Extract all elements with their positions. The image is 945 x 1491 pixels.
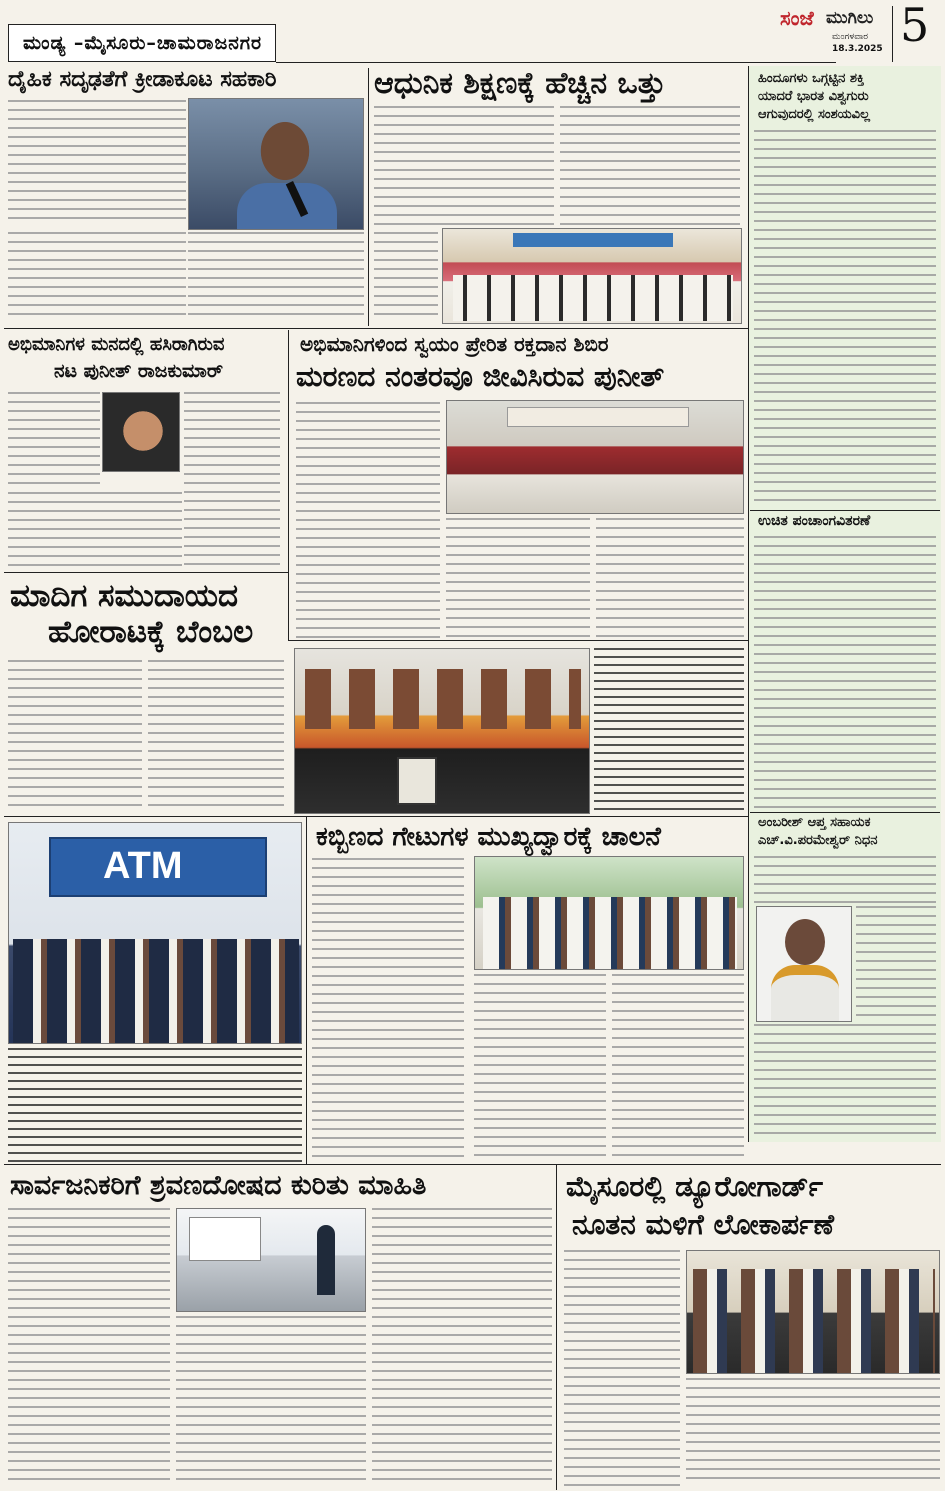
- body-sports-full: [8, 232, 186, 320]
- sidebar-headline-hindu-3: ಆಗುವುದರಲ್ಲಿ ಸಂಶಯವಿಲ್ಲ: [758, 107, 871, 122]
- seminar-speaker: [317, 1225, 335, 1295]
- col-divider-2: [288, 330, 289, 640]
- headline-sports: ದೈಹಿಕ ಸದೃಢತೆಗೆ ಕ್ರೀಡಾಕೂಟ ಸಹಕಾರಿ: [8, 67, 277, 92]
- body-atm-caption: [8, 1048, 302, 1162]
- row-rule-1: [4, 328, 748, 329]
- paper-name-b: ಮುಗಿಲು: [826, 8, 874, 28]
- sidebar-headline-obituary-1: ಅಂಬರೀಶ್ ಆಪ್ತ ಸಹಾಯಕ: [758, 815, 871, 830]
- body-blood-col3: [596, 518, 744, 638]
- gate-people: [483, 897, 737, 969]
- portrait-face: [785, 919, 825, 965]
- row-rule-5: [4, 1164, 941, 1165]
- photo-award-group: [294, 648, 590, 814]
- sidebar-body-hindu: [754, 130, 936, 506]
- sidebar-body-obituary-side: [856, 906, 936, 1022]
- row-rule-3: [288, 640, 748, 641]
- col-divider-4: [556, 1164, 557, 1490]
- paper-name-a: ಸಂಜೆ: [780, 6, 814, 30]
- atm-sign-text: ATM: [103, 845, 183, 887]
- col-divider-1: [368, 68, 369, 326]
- body-blood-col1: [296, 402, 440, 638]
- page-number-divider: [892, 6, 893, 62]
- body-sports-col1: [8, 100, 186, 226]
- masthead-rule: [276, 62, 836, 63]
- photo-gate-inauguration: [474, 856, 744, 970]
- group-people: [305, 669, 581, 729]
- paper-logo: [780, 6, 885, 56]
- sidebar-headline-obituary-2: ಎಚ್.ವಿ.ಪರಮೇಶ್ವರ್ ನಿಧನ: [758, 833, 878, 848]
- portrait-body: [771, 965, 839, 1022]
- body-gates-col2: [474, 974, 606, 1162]
- section-title: ಮಂಡ್ಯ –ಮೈಸೂರು–ಚಾಮರಾಜನಗರ: [23, 32, 263, 54]
- photo-puneeth-portrait: [102, 392, 180, 472]
- headline-madiga-2: ಹೋರಾಟಕ್ಕೆ ಬೆಂಬಲ: [48, 614, 254, 650]
- atm-crowd: [13, 939, 299, 1043]
- body-madiga-col1: [8, 660, 142, 810]
- award-frame: [397, 757, 437, 805]
- school-banner: [513, 233, 673, 247]
- body-madiga-col2: [148, 660, 284, 810]
- row-rule-4: [4, 816, 748, 817]
- students-row: [453, 275, 733, 321]
- sidebar-headline-hindu-2: ಯಾದರೆ ಭಾರತ ವಿಶ್ವಗುರು: [758, 89, 869, 104]
- body-hearing-col3: [372, 1208, 552, 1486]
- headline-puneeth-2: ನಟ ಪುನೀತ್ ರಾಜಕುಮಾರ್: [54, 360, 224, 382]
- row-rule-2: [4, 572, 288, 573]
- store-people: [693, 1269, 935, 1373]
- sidebar-body-obituary-bottom: [754, 1024, 936, 1140]
- body-hearing-col2: [176, 1316, 366, 1486]
- photo-duroguard-store: [686, 1250, 940, 1374]
- body-puneeth-col2: [184, 392, 280, 568]
- headline-duroguard-2: ನೂತನ ಮಳಿಗೆ ಲೋಕಾರ್ಪಣೆ: [572, 1208, 835, 1241]
- headline-education: ಆಧುನಿಕ ಶಿಕ್ಷಣಕ್ಕೆ ಹೆಚ್ಚಿನ ಒತ್ತು: [374, 66, 666, 101]
- sidebar-body-obituary-top: [754, 856, 936, 906]
- body-gates-col1: [312, 858, 464, 1162]
- headline-blood-2: ಮರಣದ ನಂತರವೂ ಜೀವಿಸಿರುವ ಪುನೀತ್: [296, 360, 665, 393]
- body-education-right: [560, 106, 740, 226]
- photo-obituary-portrait: [756, 906, 852, 1022]
- body-education-bottom: [374, 232, 438, 322]
- body-blood-col2: [446, 518, 590, 638]
- body-hearing-col1: [8, 1208, 170, 1486]
- body-duroguard-col2: [686, 1378, 940, 1486]
- seminar-screen: [189, 1217, 261, 1261]
- photo-hearing-seminar: [176, 1208, 366, 1312]
- body-puneeth-bottom: [8, 492, 182, 568]
- headline-blood-1: ಅಭಿಮಾನಿಗಳಿಂದ ಸ್ವಯಂ ಪ್ರೇರಿತ ರಕ್ತದಾನ ಶಿಬಿರ: [300, 332, 609, 356]
- headline-hearing: ಸಾರ್ವಜನಿಕರಿಗೆ ಶ್ರವಣದೋಷದ ಕುರಿತು ಮಾಹಿತಿ: [10, 1170, 427, 1201]
- section-banner: [8, 24, 276, 62]
- body-duroguard-col1: [564, 1250, 680, 1486]
- weekday-label: ಮಂಗಳವಾರ: [832, 32, 869, 42]
- body-education-left: [374, 106, 554, 226]
- photo-blood-donation: [446, 400, 744, 514]
- donation-banner: [507, 407, 689, 427]
- headline-duroguard-1: ಮೈಸೂರಲ್ಲಿ ಡ್ಯೂರೋಗಾರ್ಡ್: [566, 1170, 823, 1203]
- date-label: 18.3.2025: [832, 44, 883, 54]
- photo-speaker: [188, 98, 364, 230]
- headline-puneeth-1: ಅಭಿಮಾನಿಗಳ ಮನದಲ್ಲಿ ಹಸಿರಾಗಿರುವ: [8, 334, 225, 355]
- sidebar-rule-1: [750, 510, 940, 511]
- body-puneeth-col1: [8, 392, 100, 488]
- sidebar-headline-hindu-1: ಹಿಂದೂಗಳು ಒಗ್ಗಟ್ಟಿನ ಶಕ್ತಿ: [758, 71, 865, 86]
- photo-atm-opening: [8, 822, 302, 1044]
- sidebar-body-panchanga: [754, 536, 936, 812]
- headline-madiga-1: ಮಾದಿಗ ಸಮುದಾಯದ: [10, 578, 239, 614]
- sidebar-rule-2: [750, 812, 940, 813]
- page-number: 5: [900, 0, 930, 52]
- sidebar-headline-panchanga: ಉಚಿತ ಪಂಚಾಂಗವಿತರಣೆ: [758, 513, 871, 529]
- photo-caption-sports: [188, 232, 364, 318]
- headline-gates: ಕಬ್ಬಿಣದ ಗೇಟುಗಳ ಮುಖ್ಯದ್ವಾರಕ್ಕೆ ಚಾಲನೆ: [316, 822, 661, 852]
- body-award-caption: [594, 648, 744, 814]
- photo-school-group: [442, 228, 742, 324]
- atm-signboard: [49, 837, 267, 897]
- body-gates-col3: [612, 974, 744, 1162]
- speaker-shirt: [237, 183, 337, 230]
- col-divider-3: [306, 816, 307, 1164]
